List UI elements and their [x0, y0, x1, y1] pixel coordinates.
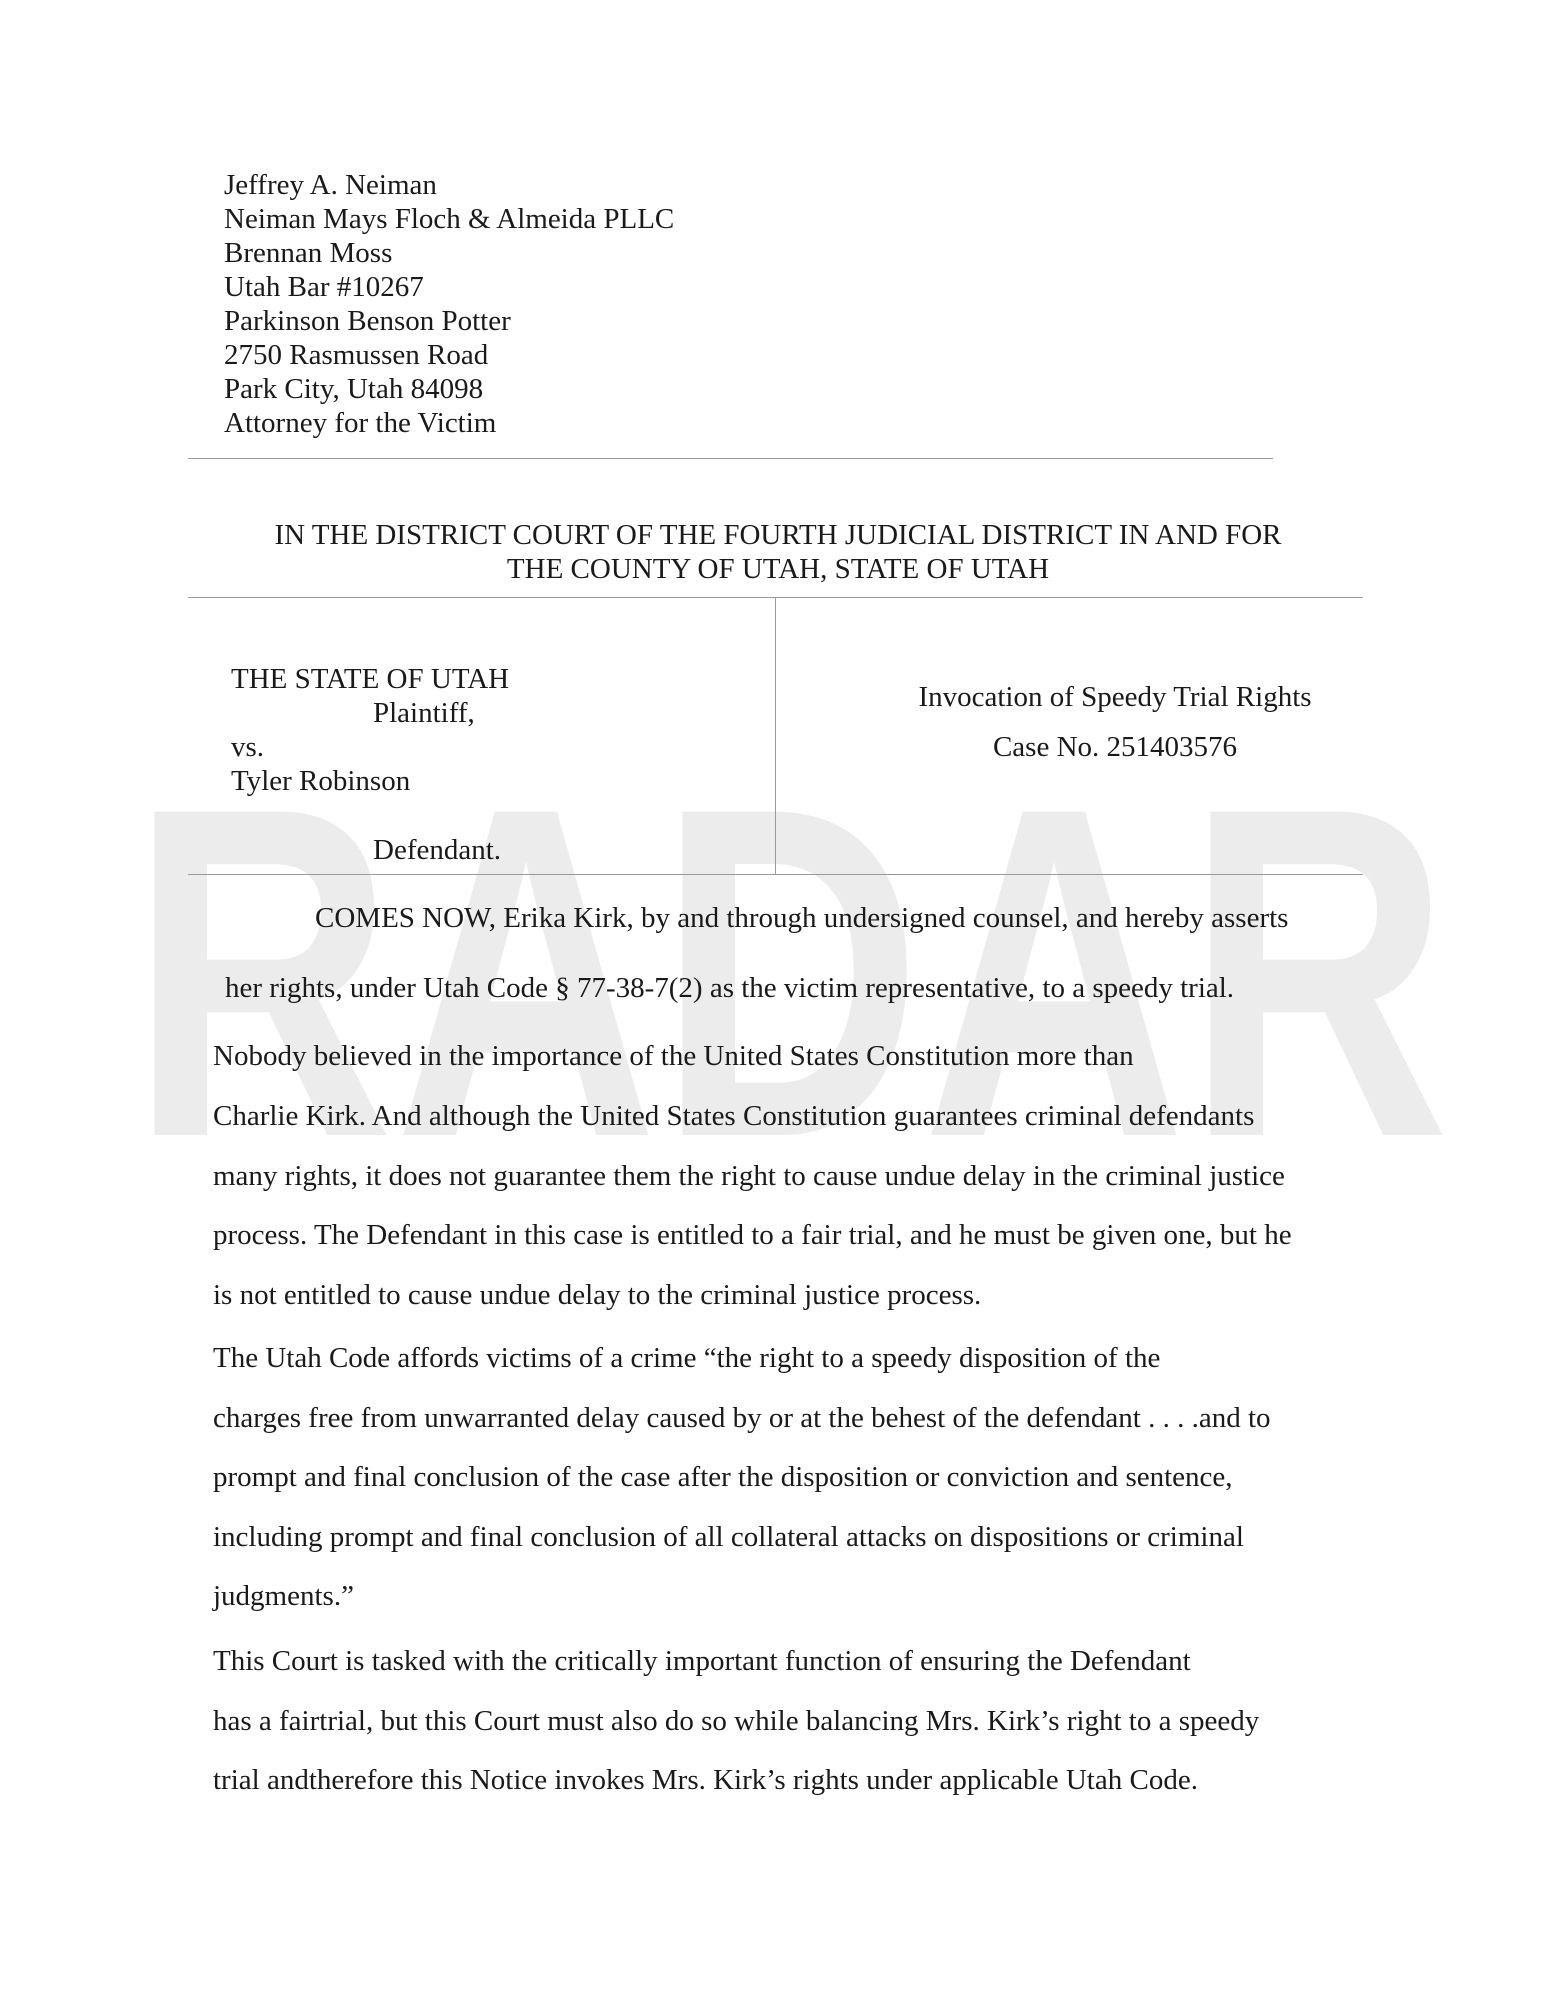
paragraph-1-line: Charlie Kirk. And although the United States Constitution guarantees criminal defendants: [213, 1100, 1255, 1132]
paragraph-1-line: Nobody believed in the importance of the United States Constitution more than: [213, 1040, 1134, 1072]
attorney-line: 2750 Rasmussen Road: [224, 339, 489, 371]
attorney-line: Neiman Mays Floch & Almeida PLLC: [224, 203, 675, 235]
attorney-line: Brennan Moss: [224, 237, 393, 269]
paragraph-3-line: This Court is tasked with the critically important function of ensuring the Defendant: [213, 1645, 1191, 1677]
attorney-line: Parkinson Benson Potter: [224, 305, 511, 337]
attorney-line: Attorney for the Victim: [224, 407, 497, 439]
court-title: [188, 518, 1368, 586]
paragraph-1-line: is not entitled to cause undue delay to the criminal justice process.: [213, 1279, 982, 1311]
paragraph-2-line: charges free from unwarranted delay caused by or at the behest of the defendant . . . .and to: [213, 1402, 1271, 1434]
court-title-line-1: IN THE DISTRICT COURT OF THE FOURTH JUDICIAL DISTRICT IN AND FOR: [274, 519, 1282, 551]
defendant-role: Defendant.: [373, 834, 502, 866]
attorney-line: Jeffrey A. Neiman: [224, 169, 437, 201]
attorney-line: Utah Bar #10267: [224, 271, 424, 303]
caption-bottom-divider: [188, 874, 1363, 875]
paragraph-1-line: many rights, it does not guarantee them the right to cause undue delay in the criminal justice: [213, 1160, 1285, 1192]
case-number: Case No. 251403576: [992, 731, 1238, 763]
watermark-text: RADAR: [130, 790, 1450, 1150]
paragraph-2-line: prompt and final conclusion of the case after the disposition or conviction and sentence,: [213, 1461, 1233, 1493]
attorney-header: [224, 168, 674, 440]
caption-vertical-divider: [775, 598, 776, 874]
versus-label: vs.: [231, 731, 265, 763]
attorney-line: Park City, Utah 84098: [224, 373, 484, 405]
intro-line-2: her rights, under Utah Code § 77-38-7(2) as the victim representative, to a speedy trial.: [225, 972, 1235, 1004]
paragraph-2-line: The Utah Code affords victims of a crime “the right to a speedy disposition of the: [213, 1342, 1161, 1374]
paragraph-2-line: judgments.”: [213, 1580, 354, 1612]
paragraph-1-line: process. The Defendant in this case is entitled to a fair trial, and he must be given one, but he: [213, 1219, 1292, 1251]
intro-line-1: COMES NOW, Erika Kirk, by and through undersigned counsel, and hereby asserts: [315, 902, 1289, 934]
defendant-name: Tyler Robinson: [231, 765, 411, 797]
paragraph-3-line: trial andtherefore this Notice invokes Mrs. Kirk’s rights under applicable Utah Code.: [213, 1764, 1198, 1796]
paragraph-2-line: including prompt and final conclusion of all collateral attacks on dispositions or criminal: [213, 1521, 1244, 1553]
paragraph-3-line: has a fairtrial, but this Court must also do so while balancing Mrs. Kirk’s right to a speedy: [213, 1705, 1260, 1737]
plaintiff-name: THE STATE OF UTAH: [231, 663, 510, 695]
header-divider: [188, 458, 1273, 459]
document-title: Invocation of Speedy Trial Rights: [918, 681, 1312, 713]
plaintiff-role: Plaintiff,: [373, 697, 475, 729]
court-title-line-2: THE COUNTY OF UTAH, STATE OF UTAH: [506, 553, 1050, 585]
